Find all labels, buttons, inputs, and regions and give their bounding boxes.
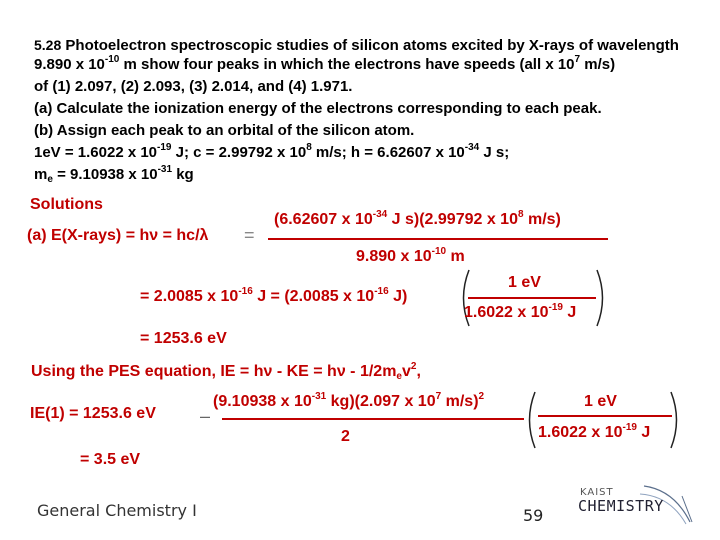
problem-text-2b: m show four peaks in which the electrons have speeds (all x 10 [119,56,575,73]
conversion-1-numerator: 1 eV [508,274,541,291]
result-text: = 2.0085 x 10 [140,288,239,305]
problem-text-5: (b) Assign each peak to an orbital of the silicon atom. [34,122,415,139]
problem-line-5 [34,122,414,141]
den-text: J [562,304,577,321]
num-text: kg)(2.097 x 10 [326,393,436,410]
problem-line-3 [34,78,352,97]
part-a-label: (a) E(X-rays) = hν = hc/λ [27,227,209,244]
problem-line-7 [34,166,194,185]
problem-text-7c: kg [172,166,194,183]
fraction-2-bar [222,418,524,420]
den-text: m [446,248,465,265]
exponent: -10 [104,54,120,65]
pes-equation-line [31,363,421,381]
logo-chemistry-text: CHEMISTRY [578,497,664,515]
problem-text-3: of (1) 2.097, (2) 2.093, (3) 2.014, and (4) 1.971. [34,78,353,95]
num-text: J s)(2.99792 x 10 [387,211,518,228]
fraction-2-denominator: 2 [341,428,350,445]
num-text: (9.10938 x 10 [213,393,312,410]
exponent: 8 [306,142,312,153]
problem-text-4: (a) Calculate the ionization energy of the electrons corresponding to each peak. [34,100,602,117]
problem-line-1 [34,36,679,56]
subscript: e [396,371,402,382]
exponent: -31 [311,391,327,402]
equals-sign: = [244,225,255,245]
exponent: -34 [464,142,480,153]
result-text: J) [388,288,408,305]
result-text: J = (2.0085 x 10 [252,288,375,305]
num-text: m/s) [523,211,561,228]
problem-line-4 [34,100,602,119]
problem-text-6a: 1eV = 1.6022 x 10 [34,144,158,161]
problem-text-6d: J s; [479,144,510,161]
minus-sign: – [200,406,211,426]
result-3: = 1253.6 eV [140,330,227,347]
left-paren-2 [522,390,538,450]
fraction-1-denominator [356,248,465,266]
pes-text: v [401,363,411,380]
problem-text-2a: 9.890 x 10 [34,56,105,73]
fraction-2-numerator [213,393,484,411]
logo-kaist-text: KAIST [580,487,614,498]
conversion-2-bar [538,415,672,417]
right-paren-2 [668,390,684,450]
exponent: 7 [574,54,581,65]
right-paren-1 [594,268,610,328]
course-title: General Chemistry I [37,501,197,520]
exponent: -16 [238,286,253,297]
den-text: 9.890 x 10 [356,248,432,265]
conversion-1-denominator [464,304,576,322]
exponent: -10 [431,246,447,257]
ie-label: IE(1) = 1253.6 eV [30,405,156,422]
result-2-line [140,288,407,306]
problem-text-1: Photoelectron spectroscopic studies of silicon atoms excited by X-rays of wavelength [65,37,679,54]
exponent: 7 [435,391,442,402]
final-result: = 3.5 eV [80,451,141,468]
problem-text-7a: m [34,166,48,183]
problem-text-6b: J; c = 2.99792 x 10 [171,144,307,161]
page-number: 59 [523,506,544,525]
pes-text: Using the PES equation, IE = hν - KE = hν - 1/2m [31,363,397,380]
problem-text-7b: = 9.10938 x 10 [52,166,158,183]
pes-text: , [416,363,421,380]
exponent: -31 [157,164,173,175]
problem-line-6 [34,144,509,163]
num-text: (6.62607 x 10 [274,211,373,228]
conversion-2-denominator [538,424,650,442]
problem-line-2 [34,56,615,75]
conversion-1-bar [468,297,596,299]
kaist-chemistry-logo [574,482,694,526]
solutions-heading: Solutions [30,196,103,213]
fraction-1-bar [268,238,608,240]
exponent: 2 [410,361,417,372]
den-text: 1.6022 x 10 [464,304,549,321]
conversion-2-numerator: 1 eV [584,393,617,410]
exponent: -16 [374,286,389,297]
problem-text-6c: m/s; h = 6.62607 x 10 [311,144,465,161]
exponent: -19 [157,142,172,153]
den-text: 1.6022 x 10 [538,424,623,441]
fraction-1-numerator [274,211,561,229]
problem-text-2c: m/s) [580,56,616,73]
num-text: m/s) [441,393,479,410]
exponent: -19 [622,422,637,433]
exponent: 8 [517,209,524,220]
exponent: 2 [478,391,485,402]
problem-number: 5.28 [34,37,62,53]
subscript: e [47,174,53,185]
den-text: J [636,424,651,441]
exponent: -34 [372,209,388,220]
exponent: -19 [548,302,563,313]
